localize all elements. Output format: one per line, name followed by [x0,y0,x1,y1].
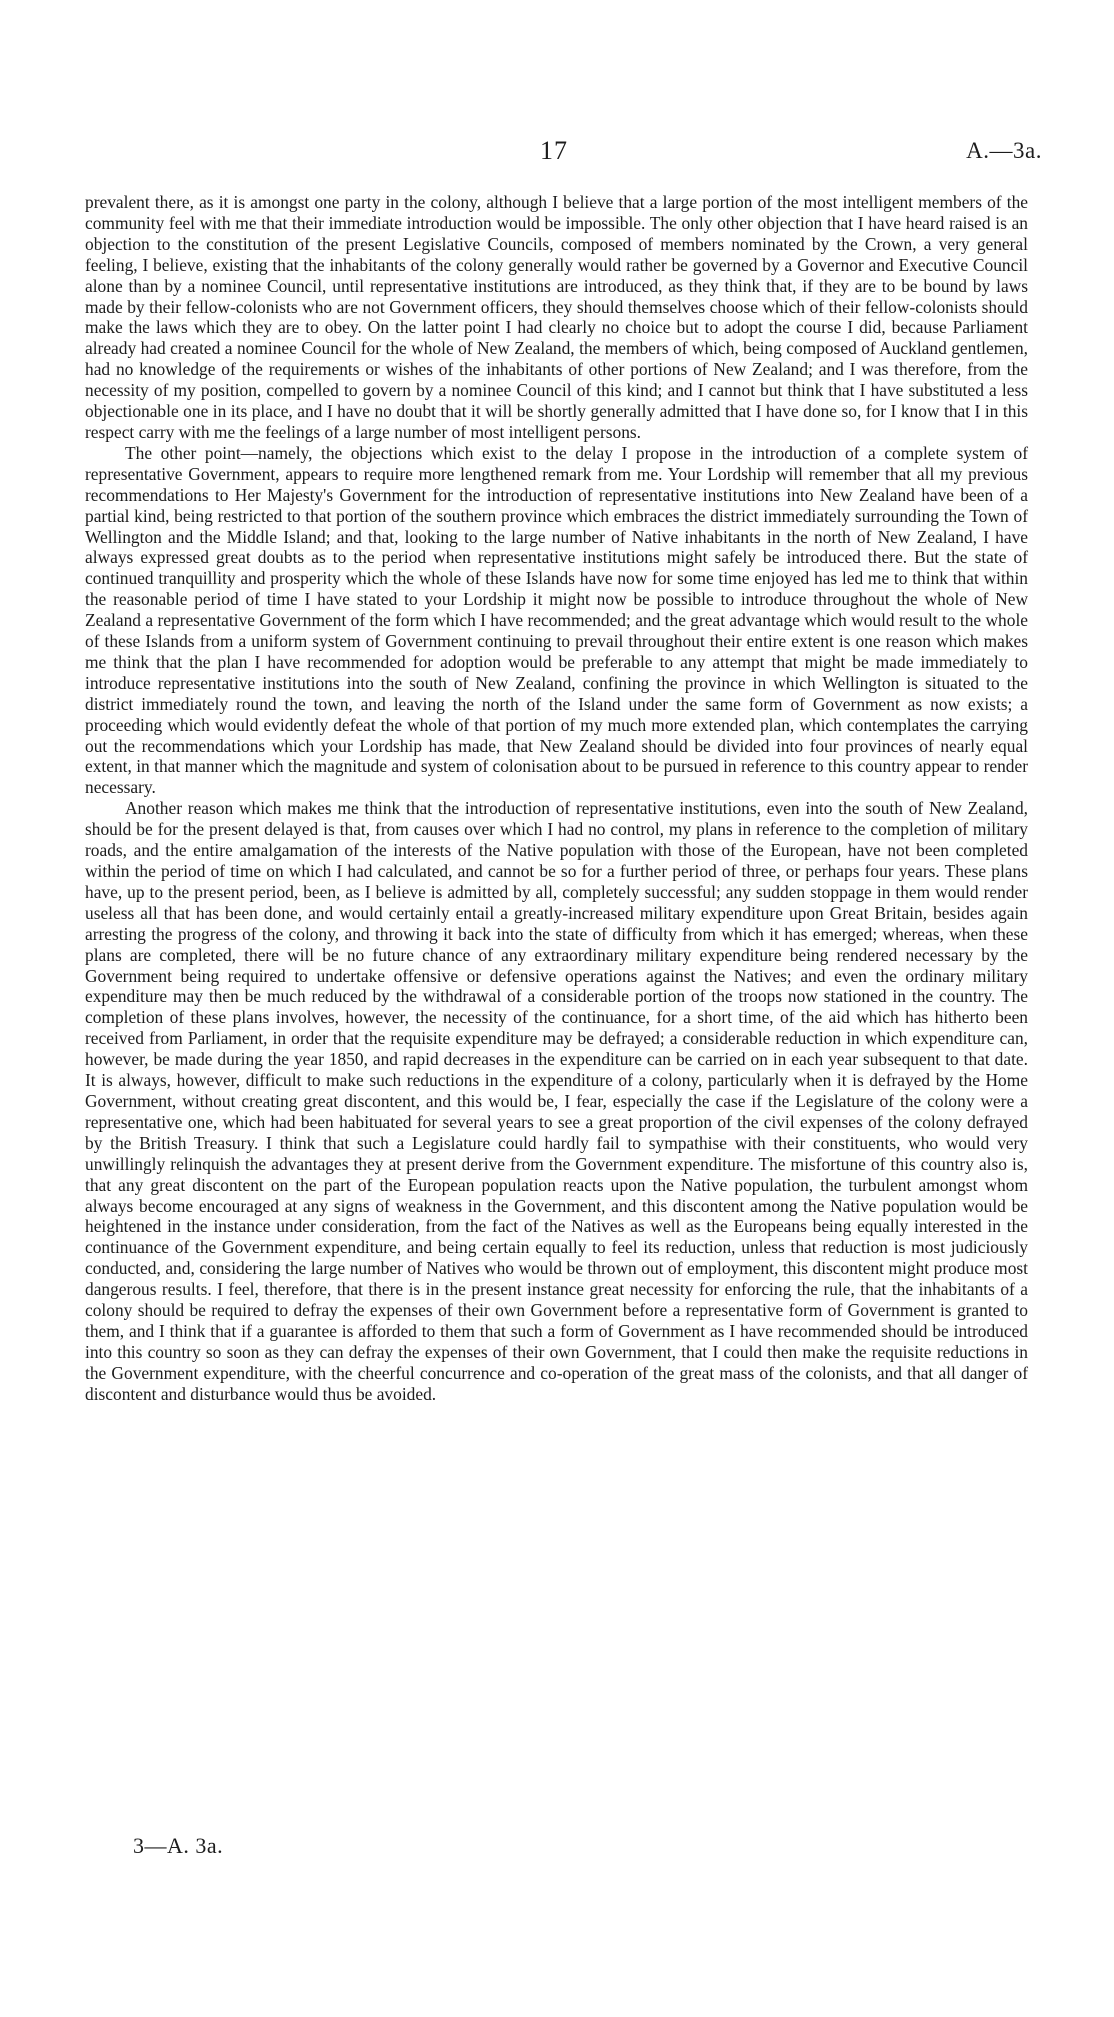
sheet-signature: 3—A. 3a. [133,1833,224,1858]
body-text [85,192,1028,1405]
page-number: 17 [540,136,568,165]
paragraph-another-reason: Another reason which makes me think that the introduction of representative institutions, even into the south of New Zealand, should be for the present delayed is that, from causes over which I had no control, my plans in reference to the completion of military roads, and the entire amalgamation of the interests of the Native population with those of the European, have not been completed within the period of time on which I had calculated, and cannot be so for a further period of three, or perhaps four years. These plans have, up to the present period, been, as I believe is admitted by all, completely successful; any sudden stoppage in them would render useless all that has been done, and would certainly entail a greatly-increased military expenditure upon Great Britain, besides again arresting the progress of the colony, and throwing it back into the state of difficulty from which it has emerged; whereas, when these plans are completed, there will be no future chance of any extraordinary military expenditure being rendered necessary by the Government being required to undertake offensive or defensive operations against the Natives; and even the ordinary military expenditure may then be much reduced by the withdrawal of a considerable portion of the troops now stationed in the country. The completion of these plans involves, however, the necessity of the continuance, for a short time, of the aid which has hitherto been received from Parliament, in order that the requisite expenditure may be defrayed; a considerable reduction in which expenditure can, however, be made during the year 1850, and rapid decreases in the expenditure can be carried on in each year subsequent to that date. It is always, however, difficult to make such reductions in the expenditure of a colony, particularly when it is defrayed by the Home Government, without creating great discontent, and this would be, I fear, especially the case if the Legislature of the colony were a representative one, which had been habituated for several years to see a great proportion of the civil expenses of the colony defrayed by the British Treasury. I think that such a Legislature could hardly fail to sympathise with their constituents, who would very unwillingly relinquish the advantages they at present derive from the Government expenditure. The misfortune of this country also is, that any great discontent on the part of the European population reacts upon the Native population, the turbulent amongst whom always become encouraged at any signs of weakness in the Government, and this discontent among the Native population would be heightened in the instance under consideration, from the fact of the Natives as well as the Europeans being equally interested in the continuance of the Government expenditure, and being certain equally to feel its reduction, unless that reduction is most judiciously conducted, and, considering the large number of Natives who would be thrown out of employment, this discontent might produce most dangerous results. I feel, therefore, that there is in the present instance great necessity for enforcing the rule, that the inhabitants of a colony should be required to defray the expenses of their own Government before a representative form of Government is granted to them, and I think that if a guarantee is afforded to them that such a form of Government as I have recommended should be introduced into this country so soon as they can defray the expenses of their own Government, that I could then make the requisite reductions in the Government expenditure, with the cheerful concurrence and co-operation of the great mass of the colonists, and that all danger of discontent and disturbance would thus be avoided. [85,798,1028,1404]
paragraph-other-point: The other point—namely, the objections which exist to the delay I propose in the introduction of a complete system of representative Government, appears to require more lengthened remark from me. Your Lordship will remember that all my previous recommendations to Her Majesty's Government for the introduction of representative institutions into New Zealand have been of a partial kind, being restricted to that portion of the southern province which embraces the district immediately surrounding the Town of Wellington and the Middle Island; and that, looking to the large number of Native inhabitants in the north of New Zealand, I have always expressed great doubts as to the period when representative institutions might safely be introduced there. But the state of continued tranquillity and prosperity which the whole of these Islands have now for some time enjoyed has led me to think that within the reasonable period of time I have stated to your Lordship it might now be possible to introduce throughout the whole of New Zealand a representative Government of the form which I have recommended; and the great advantage which would result to the whole of these Islands from a uniform system of Government continuing to prevail throughout their entire extent is one reason which makes me think that the plan I have recommended for adoption would be preferable to any attempt that might be made immediately to introduce representative institutions into the south of New Zealand, confining the province in which Wellington is situated to the district immediately round the town, and leaving the north of the Island under the same form of Government as now exists; a proceeding which would evidently defeat the whole of that portion of my much more extended plan, which contemplates the carrying out the recommendations which your Lordship has made, that New Zealand should be divided into four provinces of nearly equal extent, in that manner which the magnitude and system of colonisation about to be pursued in reference to this country appear to render necessary. [85,442,1028,798]
document-reference: A.—3a. [966,138,1042,163]
paragraph-continuation: prevalent there, as it is amongst one party in the colony, although I believe that a large portion of the most intelligent members of the community feel with me that their immediate introduction would be impossible. The only other objection that I have heard raised is an objection to the constitution of the present Legislative Councils, composed of members nominated by the Crown, a very general feeling, I believe, existing that the inhabitants of the colony generally would rather be governed by a Governor and Executive Council alone than by a nominee Council, until representative institutions are introduced, as they think that, if they are to be bound by laws made by their fellow-colonists who are not Government officers, they should themselves choose which of their fellow-colonists should make the laws which they are to obey. On the latter point I had clearly no choice but to adopt the course I did, because Parliament already had created a nominee Council for the whole of New Zealand, the members of which, being composed of Auckland gentlemen, had no knowledge of the requirements or wishes of the inhabitants of other portions of New Zealand; and I was therefore, from the necessity of my position, compelled to govern by a nominee Council of this kind; and I cannot but think that I have substituted a less objectionable one in its place, and I have no doubt that it will be shortly generally admitted that I have done so, for I know that I in this respect carry with me the feelings of a large number of most intelligent persons. [85,192,1028,442]
